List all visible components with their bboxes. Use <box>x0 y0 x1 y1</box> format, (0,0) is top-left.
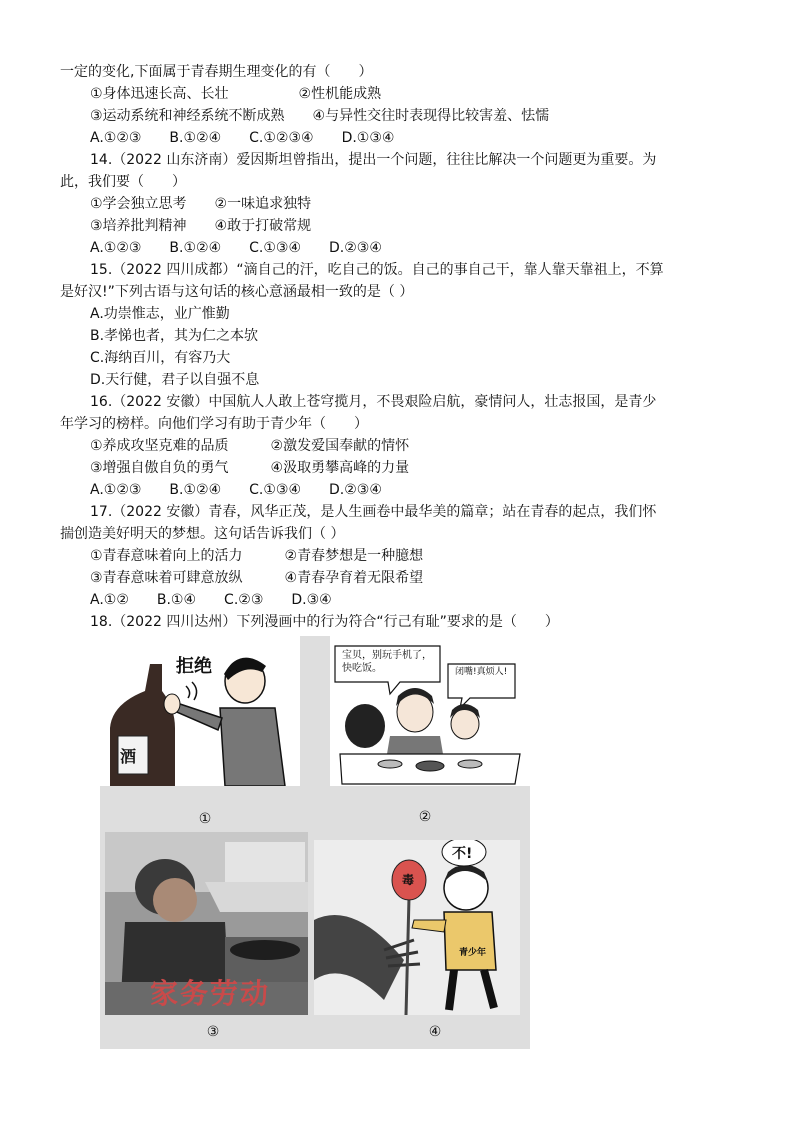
speech-bubble-parent: 宝贝，别玩手机了，快吃饭。 <box>342 650 432 674</box>
option-line: ①学会独立思考 ②一味追求独特 <box>90 196 312 212</box>
comic-refuse-drugs <box>314 840 520 1015</box>
answer-choices: A.①② B.①④ C.②③ D.③④ <box>90 592 332 608</box>
option-line: ①身体迅速长高、长壮 ②性机能成熟 <box>90 86 382 102</box>
question-14: 14.（2022 山东济南）爱因斯坦曾指出，提出一个问题，往往比解决一个问题更为重要。为 <box>90 152 657 168</box>
question-16: 16.（2022 安徽）中国航人人敢上苍穹揽月，不畏艰险启航，豪情问人，壮志报国，是青少 <box>90 394 657 410</box>
caption-4: ④ <box>428 1024 442 1040</box>
text-line: 年学习的榜样。向他们学习有助于青少年（ ） <box>60 416 368 432</box>
lantern-label: 毒 <box>402 873 415 887</box>
text-line: 一定的变化,下面属于青春期生理变化的有（ ） <box>60 64 373 80</box>
speech-bubble-child: 闭嘴!真烦人! <box>455 667 508 677</box>
text-line: 是好汉!”下列古语与这句话的核心意涵最相一致的是（ ） <box>60 284 414 300</box>
option-line: ③培养批判精神 ④敢于打破常规 <box>90 218 312 234</box>
answer-choice: D.天行健，君子以自强不息 <box>90 372 260 388</box>
question-15: 15.（2022 四川成都）“滴自己的汗，吃自己的饭。自己的事自己干，靠人靠天靠祖上，不算 <box>90 262 664 278</box>
bottle-label: 酒 <box>120 747 137 766</box>
shout-bubble-text: 不! <box>452 846 473 862</box>
comic-panel <box>100 636 530 1049</box>
question-18: 18.（2022 四川达州）下列漫画中的行为符合“行己有耻”要求的是（ ） <box>90 614 559 630</box>
answer-choices: A.①②③ B.①②④ C.①③④ D.②③④ <box>90 240 382 256</box>
option-line: ①青春意味着向上的活力 ②青春梦想是一种臆想 <box>90 548 424 564</box>
option-line: ①养成攻坚克难的品质 ②激发爱国奉献的情怀 <box>90 438 410 454</box>
caption-3: ③ <box>206 1024 220 1040</box>
text-line: 揣创造美好明天的梦想。这句话告诉我们（ ） <box>60 526 345 542</box>
answer-choice: C.海纳百川，有容乃大 <box>90 350 231 366</box>
option-line: ③运动系统和神经系统不断成熟 ④与异性交往时表现得比较害羞、怯懦 <box>90 108 550 124</box>
caption-2: ② <box>418 809 432 825</box>
answer-choice: A.功崇惟志，业广惟勤 <box>90 306 230 322</box>
question-17: 17.（2022 安徽）青春，风华正茂，是人生画卷中最华美的篇章；站在青春的起点，我们怀 <box>90 504 657 520</box>
comic-refuse-alcohol <box>100 636 300 786</box>
answer-choices: A.①②③ B.①②④ C.①②③④ D.①③④ <box>90 130 395 146</box>
housework-label: 家务劳动 <box>150 977 271 1010</box>
shirt-label: 青少年 <box>459 948 487 958</box>
text-line: 此，我们要（ ） <box>60 174 186 190</box>
caption-1: ① <box>198 811 212 827</box>
photo-housework <box>105 832 308 1015</box>
option-line: ③青春意味着可肆意放纵 ④青春孕育着无限希望 <box>90 570 424 586</box>
option-line: ③增强自傲自负的勇气 ④汲取勇攀高峰的力量 <box>90 460 410 476</box>
answer-choices: A.①②③ B.①②④ C.①③④ D.②③④ <box>90 482 382 498</box>
comic-family-dinner <box>330 636 530 786</box>
refuse-bubble-text: 拒绝 <box>176 656 212 677</box>
answer-choice: B.孝悌也者，其为仁之本欤 <box>90 328 259 344</box>
